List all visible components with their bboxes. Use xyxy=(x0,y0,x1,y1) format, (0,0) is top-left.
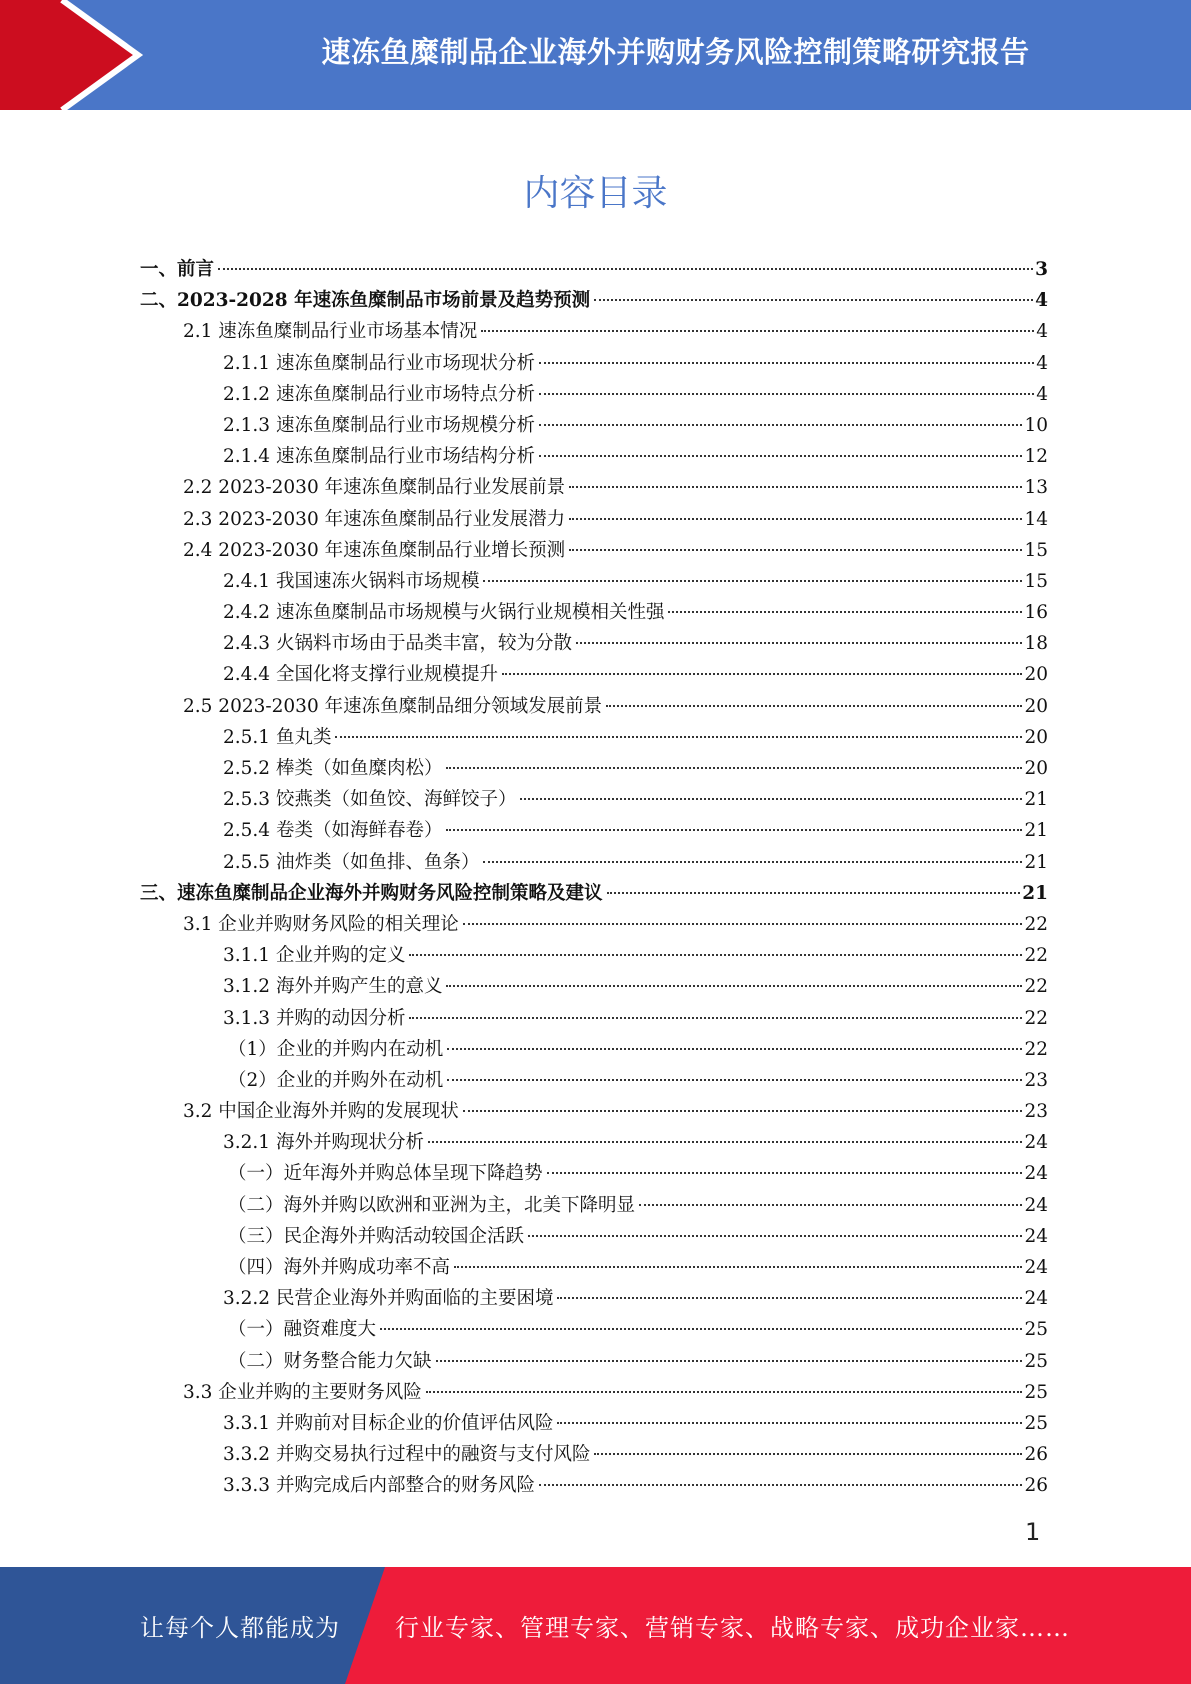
toc-dot-leader xyxy=(446,767,1022,769)
toc-dot-leader xyxy=(569,549,1022,551)
toc-dot-leader xyxy=(502,673,1022,675)
toc-dot-leader xyxy=(446,829,1022,831)
toc-dot-leader xyxy=(409,1017,1022,1019)
toc-entry[interactable] xyxy=(140,691,1048,722)
toc-entry-label: 2.1.2 速冻鱼糜制品行业市场特点分析 xyxy=(223,383,535,405)
toc-entry[interactable] xyxy=(140,441,1048,472)
toc-dot-leader xyxy=(547,1172,1023,1174)
toc-dot-leader xyxy=(668,611,1022,613)
toc-entry[interactable] xyxy=(140,847,1048,878)
toc-entry[interactable] xyxy=(140,1314,1048,1345)
toc-entry-label: （一）近年海外并购总体呈现下降趋势 xyxy=(228,1163,543,1185)
toc-entry[interactable] xyxy=(140,1408,1048,1439)
toc-entry-label: 3.3.2 并购交易执行过程中的融资与支付风险 xyxy=(223,1444,591,1466)
toc-dot-leader xyxy=(528,1235,1022,1237)
toc-dot-leader xyxy=(463,923,1023,925)
toc-entry-label: 3.3.1 并购前对目标企业的价值评估风险 xyxy=(223,1412,554,1434)
toc-entry[interactable] xyxy=(140,815,1048,846)
toc-entry-label: 2.5.1 鱼丸类 xyxy=(223,726,332,748)
toc-entry[interactable] xyxy=(140,285,1048,316)
toc-entry[interactable] xyxy=(140,410,1048,441)
toc-entry[interactable] xyxy=(140,940,1048,971)
toc-entry-page: 15 xyxy=(1024,539,1048,561)
toc-entry-page: 25 xyxy=(1024,1412,1048,1434)
report-title: 速冻鱼糜制品企业海外并购财务风险控制策略研究报告 xyxy=(321,34,1030,69)
toc-entry-page: 4 xyxy=(1036,321,1048,343)
toc-entry-label: 2.1.3 速冻鱼糜制品行业市场规模分析 xyxy=(223,414,535,436)
toc-entry-label: 一、前言 xyxy=(140,259,215,280)
toc-entry-page: 25 xyxy=(1024,1381,1048,1403)
toc-dot-leader xyxy=(481,330,1034,332)
toc-entry-label: 2.5 2023-2030 年速冻鱼糜制品细分领域发展前景 xyxy=(183,695,603,717)
toc-entry[interactable] xyxy=(140,316,1048,347)
toc-entry-page: 21 xyxy=(1022,882,1048,904)
page-header xyxy=(0,0,1191,110)
toc-entry-page: 24 xyxy=(1024,1288,1048,1310)
toc-entry-page: 18 xyxy=(1024,633,1048,655)
toc-dot-leader xyxy=(483,580,1022,582)
toc-entry-page: 20 xyxy=(1024,758,1048,779)
toc-entry-label: 二、2023-2028 年速冻鱼糜制品市场前景及趋势预测 xyxy=(140,290,591,312)
toc-entry-label: （1）企业的并购内在动机 xyxy=(228,1038,444,1060)
toc-dot-leader xyxy=(539,393,1034,395)
toc-entry[interactable] xyxy=(140,1034,1048,1065)
toc-entry[interactable] xyxy=(140,504,1048,535)
toc-dot-leader xyxy=(454,1266,1022,1268)
toc-dot-leader xyxy=(576,642,1022,644)
toc-entry[interactable] xyxy=(140,566,1048,597)
toc-entry-page: 21 xyxy=(1024,851,1048,873)
toc-entry-page: 20 xyxy=(1024,726,1048,748)
toc-entry-page: 23 xyxy=(1024,1101,1048,1123)
toc-dot-leader xyxy=(639,1204,1022,1206)
toc-dot-leader xyxy=(594,299,1033,301)
toc-entry[interactable] xyxy=(140,1096,1048,1127)
toc-dot-leader xyxy=(539,1484,1022,1486)
toc-entry[interactable] xyxy=(140,971,1048,1002)
toc-dot-leader xyxy=(557,1422,1022,1424)
toc-entry[interactable] xyxy=(140,1127,1048,1158)
page-footer xyxy=(0,1567,1191,1684)
footer-slogan-left: 让每个人都能成为 xyxy=(140,1614,340,1642)
toc-entry[interactable] xyxy=(140,1003,1048,1034)
toc-dot-leader xyxy=(483,861,1022,863)
toc-dot-leader xyxy=(409,954,1022,956)
toc-entry[interactable] xyxy=(140,1470,1048,1501)
toc-entry[interactable] xyxy=(140,379,1048,410)
toc-entry[interactable] xyxy=(140,472,1048,503)
toc-entry-page: 25 xyxy=(1024,1319,1048,1341)
toc-entry-page: 4 xyxy=(1036,352,1048,374)
toc-dot-leader xyxy=(557,1297,1022,1299)
toc-entry-page: 21 xyxy=(1024,820,1048,842)
toc-entry[interactable] xyxy=(140,535,1048,566)
toc-entry-page: 24 xyxy=(1024,1225,1048,1247)
toc-entry[interactable] xyxy=(140,597,1048,628)
toc-entry[interactable] xyxy=(140,348,1048,379)
toc-entry-label: 2.5.2 棒类（如鱼糜肉松） xyxy=(223,758,443,779)
toc-entry-label: 2.1.1 速冻鱼糜制品行业市场现状分析 xyxy=(223,352,535,374)
toc-entry-label: 2.4.3 火锅料市场由于品类丰富，较为分散 xyxy=(223,633,572,655)
toc-entry-label: 3.2.2 民营企业海外并购面临的主要困境 xyxy=(223,1288,554,1310)
toc-dot-leader xyxy=(463,1110,1023,1112)
toc-dot-leader xyxy=(426,1391,1023,1393)
toc-entry-label: 2.4 2023-2030 年速冻鱼糜制品行业增长预测 xyxy=(183,539,566,561)
toc-entry-label: 2.4.2 速冻鱼糜制品市场规模与火锅行业规模相关性强 xyxy=(223,602,665,624)
toc-entry-label: （一）融资难度大 xyxy=(228,1319,377,1341)
toc-entry[interactable] xyxy=(140,254,1048,285)
toc-dot-leader xyxy=(446,985,1022,987)
toc-entry[interactable] xyxy=(140,628,1048,659)
toc-entry[interactable] xyxy=(140,1158,1048,1189)
toc-entry-page: 26 xyxy=(1024,1475,1048,1497)
toc-entry-page: 15 xyxy=(1024,570,1048,592)
toc-entry-label: 3.1.1 企业并购的定义 xyxy=(223,945,406,967)
toc-entry-page: 25 xyxy=(1024,1350,1048,1372)
toc-dot-leader xyxy=(606,705,1022,707)
toc-dot-leader xyxy=(594,1453,1022,1455)
toc-dot-leader xyxy=(539,362,1034,364)
toc-entry-label: 2.5.5 油炸类（如鱼排、鱼条） xyxy=(223,851,480,873)
toc-entry[interactable] xyxy=(140,1190,1048,1221)
page-number: 1 xyxy=(1025,1518,1041,1546)
toc-entry-label: 3.2 中国企业海外并购的发展现状 xyxy=(183,1101,459,1123)
toc-entry-label: 3.3 企业并购的主要财务风险 xyxy=(183,1381,422,1403)
toc-entry-page: 24 xyxy=(1024,1257,1048,1278)
toc-dot-leader xyxy=(569,518,1022,520)
toc-entry-label: 3.1 企业并购财务风险的相关理论 xyxy=(183,913,459,935)
toc-entry-page: 12 xyxy=(1024,446,1048,468)
toc-entry-page: 21 xyxy=(1024,789,1048,811)
toc-entry-page: 4 xyxy=(1036,383,1048,405)
toc-entry-label: 2.3 2023-2030 年速冻鱼糜制品行业发展潜力 xyxy=(183,508,566,530)
toc-entry-label: 3.3.3 并购完成后内部整合的财务风险 xyxy=(223,1475,535,1497)
toc-entry[interactable] xyxy=(140,878,1048,909)
toc-entry-label: 2.4.4 全国化将支撑行业规模提升 xyxy=(223,664,498,686)
toc-entry[interactable] xyxy=(140,1283,1048,1314)
toc-entry-page: 20 xyxy=(1024,664,1048,686)
toc-entry-page: 22 xyxy=(1024,1007,1048,1029)
toc-entry-page: 13 xyxy=(1024,477,1048,499)
toc-dot-leader xyxy=(447,1079,1022,1081)
toc-dot-leader xyxy=(335,736,1022,738)
toc-dot-leader xyxy=(569,486,1022,488)
toc-entry-page: 20 xyxy=(1024,695,1048,717)
toc-dot-leader xyxy=(436,1360,1023,1362)
toc-entry-page: 16 xyxy=(1024,602,1048,624)
toc-entry-page: 22 xyxy=(1024,913,1048,935)
toc-entry-label: （二）财务整合能力欠缺 xyxy=(228,1350,432,1372)
toc-dot-leader xyxy=(428,1141,1022,1143)
toc-entry[interactable] xyxy=(140,1377,1048,1408)
toc-entry-page: 24 xyxy=(1024,1163,1048,1185)
toc-entry-label: （三）民企海外并购活动较国企活跃 xyxy=(228,1225,525,1247)
toc-entry-label: 3.2.1 海外并购现状分析 xyxy=(223,1132,424,1154)
toc-entry[interactable] xyxy=(140,1252,1048,1283)
header-arrow-decoration xyxy=(0,0,160,110)
toc-entry[interactable] xyxy=(140,1221,1048,1252)
toc-dot-leader xyxy=(520,798,1022,800)
toc-entry[interactable] xyxy=(140,753,1048,784)
toc-dot-leader xyxy=(539,424,1022,426)
toc-heading: 内容目录 xyxy=(523,173,668,214)
toc-entry[interactable] xyxy=(140,1065,1048,1096)
toc-entry-page: 24 xyxy=(1024,1132,1048,1154)
toc-dot-leader xyxy=(218,268,1033,270)
toc-entry[interactable] xyxy=(140,1346,1048,1377)
toc-entry-label: （二）海外并购以欧洲和亚洲为主，北美下降明显 xyxy=(228,1194,636,1216)
toc-entry[interactable] xyxy=(140,909,1048,940)
toc-entry-label: 2.5.4 卷类（如海鲜春卷） xyxy=(223,820,443,842)
toc-dot-leader xyxy=(380,1328,1022,1330)
toc-dot-leader xyxy=(447,1048,1022,1050)
toc-entry-label: 3.1.3 并购的动因分析 xyxy=(223,1007,406,1029)
toc-entry-page: 14 xyxy=(1024,508,1048,530)
toc-entry-page: 3 xyxy=(1035,259,1048,280)
toc-entry-label: 三、速冻鱼糜制品企业海外并购财务风险控制策略及建议 xyxy=(140,882,603,904)
toc-entry-label: （2）企业的并购外在动机 xyxy=(228,1069,444,1091)
toc-entry[interactable] xyxy=(140,1439,1048,1470)
toc-list xyxy=(140,254,1048,1502)
toc-dot-leader xyxy=(539,455,1022,457)
toc-entry-page: 22 xyxy=(1024,1038,1048,1060)
toc-entry-label: 3.1.2 海外并购产生的意义 xyxy=(223,976,443,998)
toc-entry[interactable] xyxy=(140,659,1048,690)
toc-dot-leader xyxy=(607,892,1021,894)
toc-entry-label: 2.2 2023-2030 年速冻鱼糜制品行业发展前景 xyxy=(183,477,566,499)
footer-slogan-right: 行业专家、管理专家、营销专家、战略专家、成功企业家…… xyxy=(395,1614,1070,1642)
toc-entry-label: 2.5.3 饺燕类（如鱼饺、海鲜饺子） xyxy=(223,789,517,811)
toc-entry-page: 22 xyxy=(1024,945,1048,967)
toc-entry-page: 26 xyxy=(1024,1444,1048,1466)
toc-entry-page: 22 xyxy=(1024,976,1048,998)
toc-entry-label: 2.4.1 我国速冻火锅料市场规模 xyxy=(223,570,480,592)
toc-entry-label: 2.1.4 速冻鱼糜制品行业市场结构分析 xyxy=(223,446,535,468)
toc-entry-page: 10 xyxy=(1024,414,1048,436)
toc-entry-page: 23 xyxy=(1024,1069,1048,1091)
toc-entry-page: 4 xyxy=(1035,290,1048,312)
toc-entry-label: （四）海外并购成功率不高 xyxy=(228,1257,451,1278)
toc-entry-label: 2.1 速冻鱼糜制品行业市场基本情况 xyxy=(183,321,478,343)
toc-entry-page: 24 xyxy=(1024,1194,1048,1216)
toc-entry[interactable] xyxy=(140,722,1048,753)
toc-entry[interactable] xyxy=(140,784,1048,815)
